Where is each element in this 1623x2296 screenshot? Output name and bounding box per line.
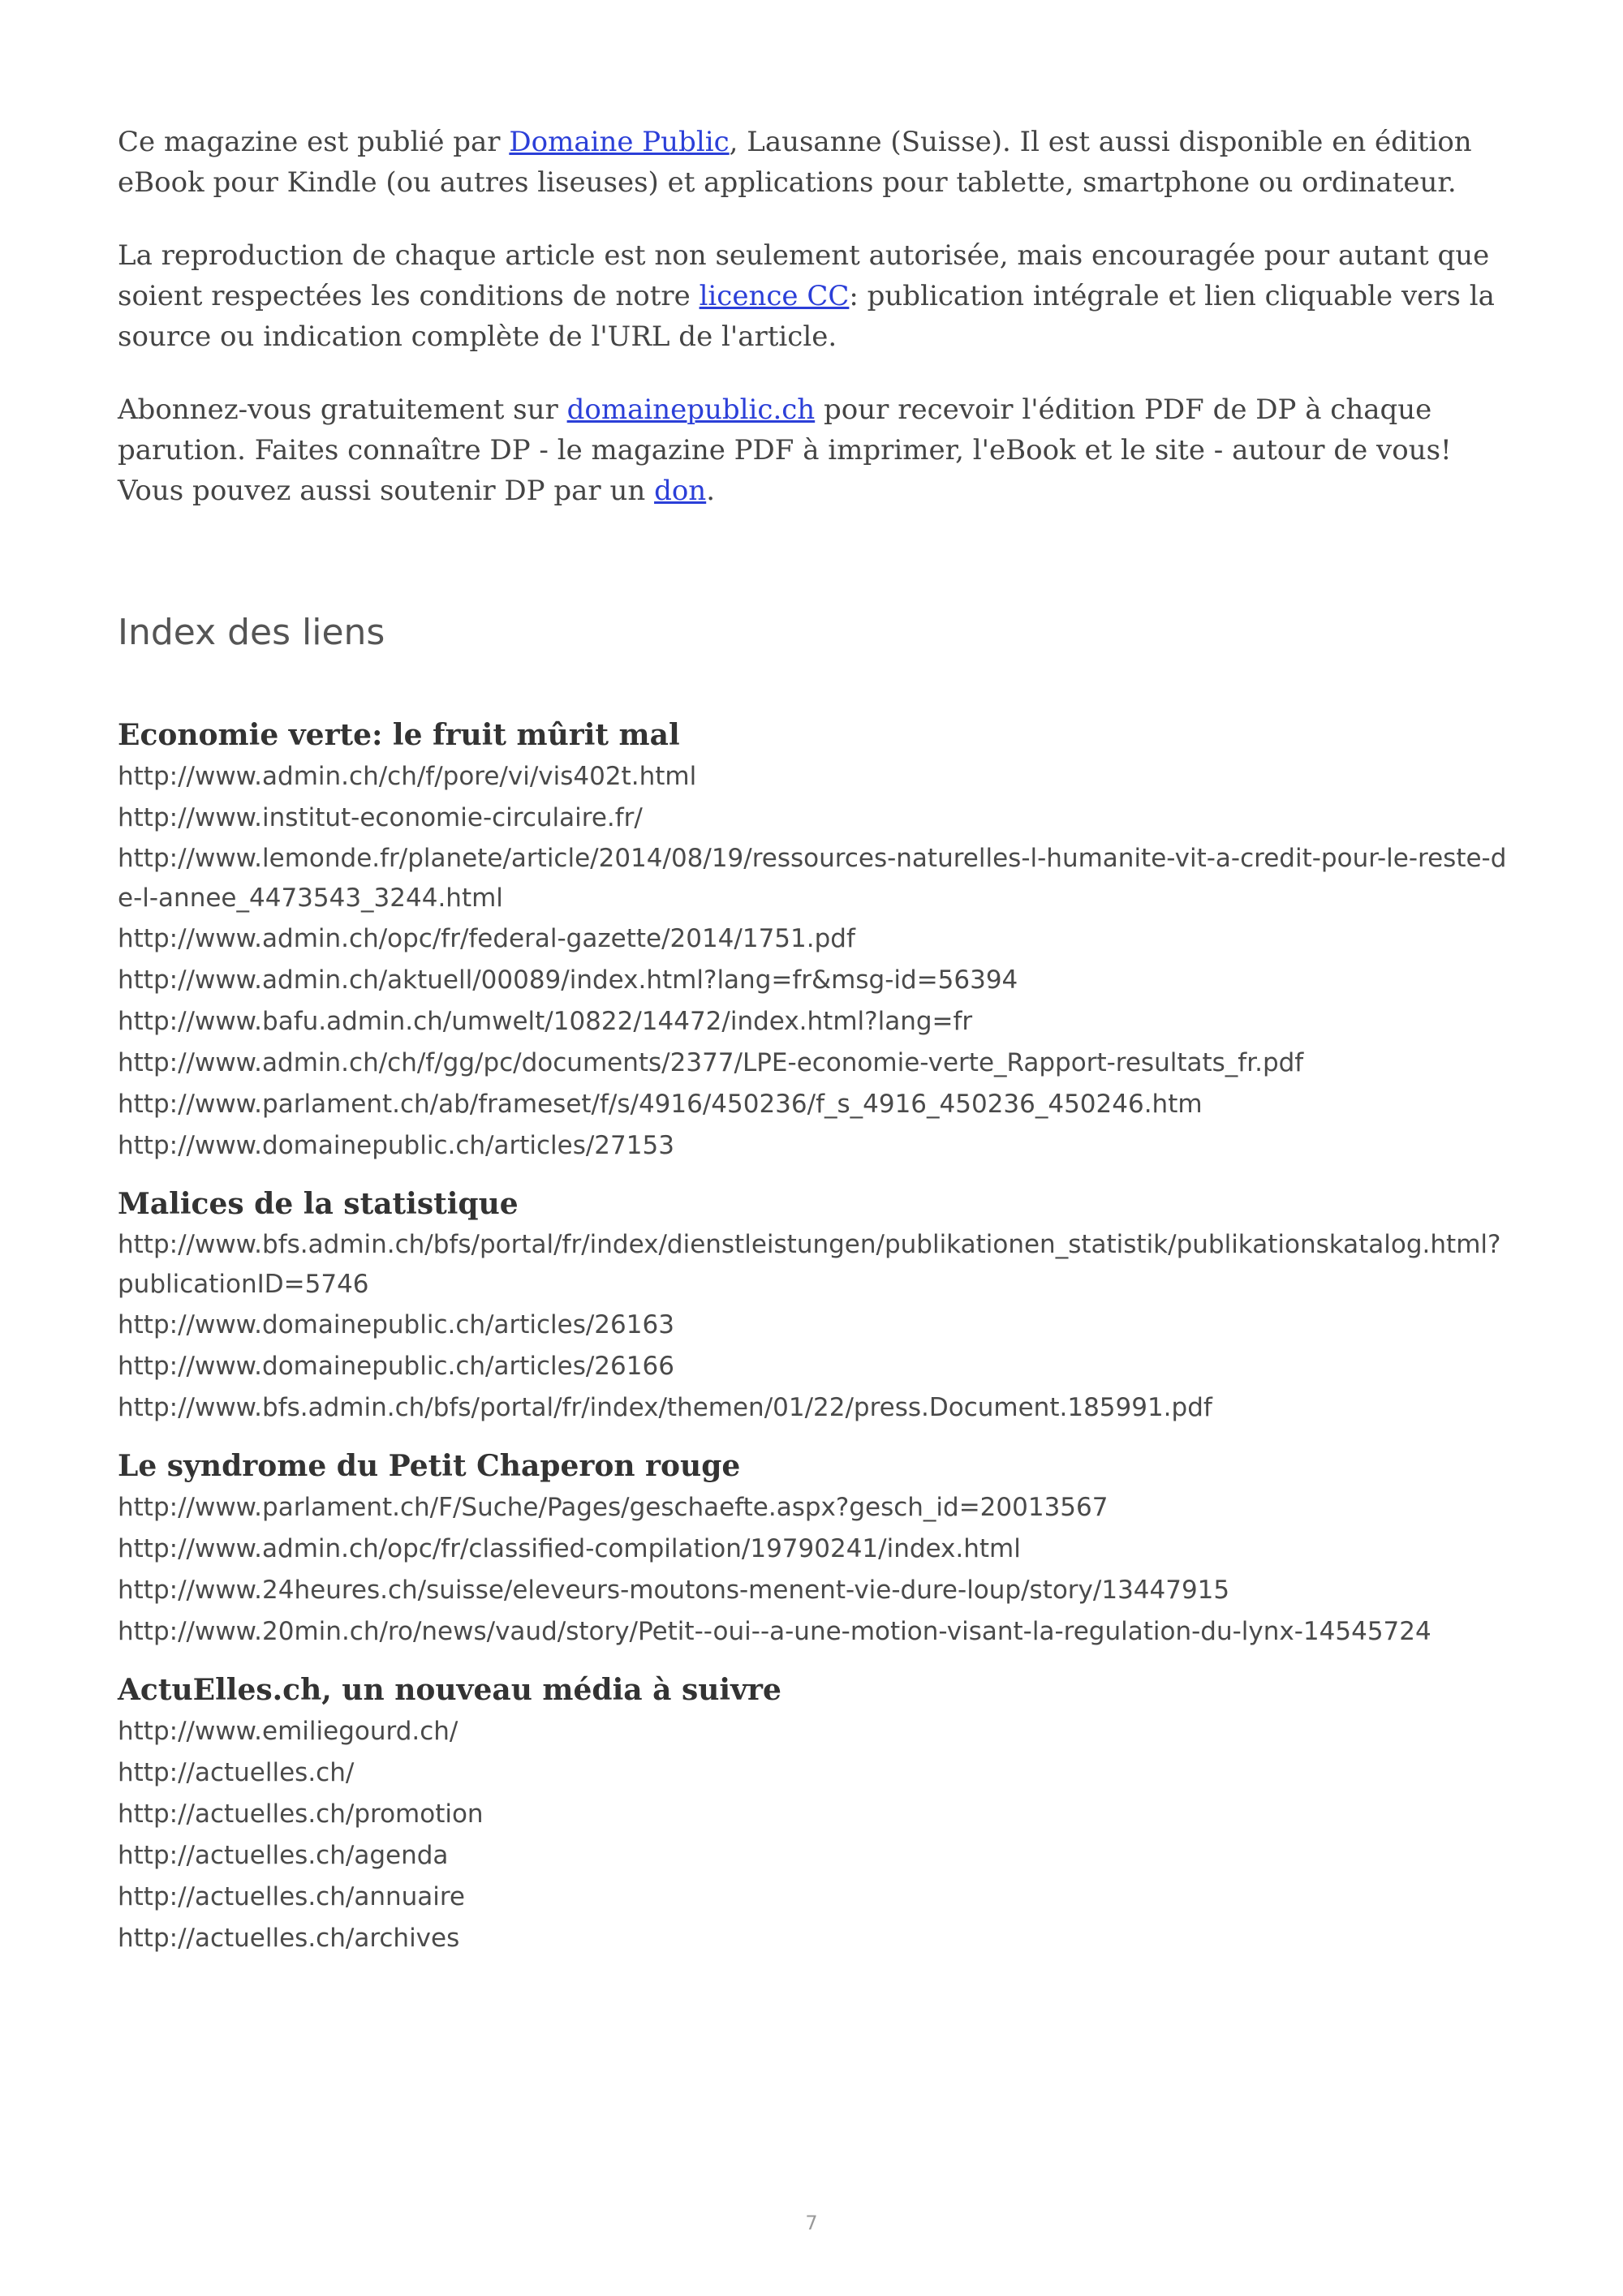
index-heading: Index des liens [118,612,385,653]
licence-cc-link[interactable]: licence CC [699,280,850,312]
domaine-public-link[interactable]: Domaine Public [509,126,730,158]
intro-p3-text-after: . [706,475,716,507]
intro-p2-text-before: La reproduction de chaque article est non seulement autorisée, mais encouragée pour autant que soient respectées les conditions de notre [118,239,1490,312]
link-url[interactable]: http://www.emiliegourd.ch/ [118,1717,458,1746]
section-economie-verte [118,714,1513,1167]
link-url[interactable]: http://actuelles.ch/annuaire [118,1882,466,1911]
section-title: Economie verte: le fruit mûrit mal [118,718,680,752]
link-url[interactable]: http://www.domainepublic.ch/articles/26166 [118,1352,674,1381]
link-url[interactable]: http://www.parlament.ch/F/Suche/Pages/geschaefte.aspx?gesch_id=20013567 [118,1493,1109,1522]
section-actuelles [118,1669,1513,1959]
intro-p3-text-middle: pour recevoir l'édition PDF de DP à chaque parution. Faites connaître DP - le magazine PDF à imprimer, l'eBook et le site - autour de vous! Vous pouvez aussi soutenir DP par un [118,393,1452,507]
intro-paragraph-publisher [118,122,1513,203]
link-url[interactable]: http://www.bfs.admin.ch/bfs/portal/fr/index/dienstleistungen/publikationen_statistik/publikationskatalog.html?publicationID=5746 [118,1230,1501,1299]
section-title: ActuElles.ch, un nouveau média à suivre [118,1673,781,1707]
link-url[interactable]: http://www.admin.ch/opc/fr/federal-gazette/2014/1751.pdf [118,924,855,953]
link-url[interactable]: http://actuelles.ch/archives [118,1924,460,1953]
intro-p2-text-after: : publication intégrale et lien cliquable vers la source ou indication complète de l'URL de l'article. [118,280,1495,353]
link-url[interactable]: http://www.lemonde.fr/planete/article/2014/08/19/ressources-naturelles-l-humanite-vit-a-credit-pour-le-reste-de-l-annee_4473543_3244.html [118,844,1507,913]
link-url[interactable]: http://www.admin.ch/ch/f/pore/vi/vis402t.html [118,762,697,791]
intro-p1-text-before: Ce magazine est publié par [118,126,510,158]
link-url[interactable]: http://www.admin.ch/aktuell/00089/index.html?lang=fr&msg-id=56394 [118,965,1018,995]
link-url[interactable]: http://www.bafu.admin.ch/umwelt/10822/14472/index.html?lang=fr [118,1007,973,1036]
section-petit-chaperon-rouge [118,1445,1513,1653]
link-index [118,714,1513,1959]
link-url[interactable]: http://www.domainepublic.ch/articles/26163 [118,1310,674,1339]
link-url[interactable]: http://www.bfs.admin.ch/bfs/portal/fr/index/themen/01/22/press.Document.185991.pdf [118,1393,1212,1422]
intro-p3-text-before: Abonnez-vous gratuitement sur [118,393,567,426]
section-malices-statistique [118,1183,1513,1429]
link-url[interactable]: http://www.domainepublic.ch/articles/27153 [118,1131,674,1160]
link-url[interactable]: http://www.institut-economie-circulaire.fr/ [118,803,643,832]
link-url[interactable]: http://www.parlament.ch/ab/frameset/f/s/4916/450236/f_s_4916_450236_450246.htm [118,1090,1203,1119]
link-url[interactable]: http://www.admin.ch/ch/f/gg/pc/documents/2377/LPE-economie-verte_Rapport-resultats_fr.pdf [118,1048,1304,1077]
section-title: Malices de la statistique [118,1187,519,1221]
link-url[interactable]: http://www.20min.ch/ro/news/vaud/story/Petit--oui--a-une-motion-visant-la-regulation-du-lynx-14545724 [118,1617,1431,1646]
link-url[interactable]: http://actuelles.ch/agenda [118,1841,449,1870]
intro-paragraph-license [118,235,1513,357]
intro-p1-text-after: , Lausanne (Suisse). Il est aussi disponible en édition eBook pour Kindle (ou autres liseuses) et applications pour tablette, smartphone ou ordinateur. [118,126,1472,199]
link-url[interactable]: http://actuelles.ch/ [118,1758,355,1787]
link-url[interactable]: http://www.admin.ch/opc/fr/classified-compilation/19790241/index.html [118,1534,1021,1563]
don-link[interactable]: don [654,475,707,507]
link-url[interactable]: http://www.24heures.ch/suisse/eleveurs-moutons-menent-vie-dure-loup/story/13447915 [118,1576,1230,1605]
domainepublic-link[interactable]: domainepublic.ch [566,393,816,426]
page-content [118,122,1513,1976]
section-title: Le syndrome du Petit Chaperon rouge [118,1449,741,1483]
link-url[interactable]: http://actuelles.ch/promotion [118,1799,484,1829]
intro-paragraph-subscribe [118,389,1513,511]
page-number: 7 [805,2212,818,2234]
